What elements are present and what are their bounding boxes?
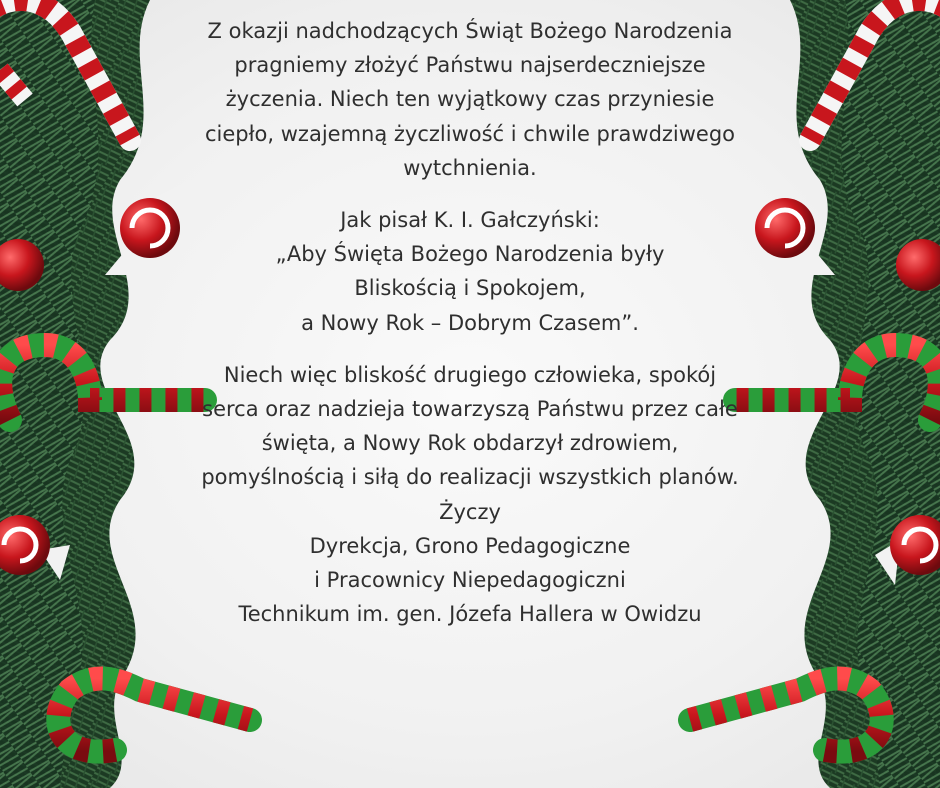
text-line: ciepło, wzajemną życzliwość i chwile prawdziwego <box>204 121 736 146</box>
text-line: życzenia. Niech ten wyjątkowy czas przyniesie <box>225 87 715 112</box>
closing-paragraph <box>170 358 770 632</box>
text-line: „Aby Święta Bożego Narodzenia były <box>275 242 665 267</box>
signature-line: Dyrekcja, Grono Pedagogiczne <box>309 533 631 558</box>
signature-line: Technikum im. gen. Józefa Hallera w Owidzu <box>238 602 702 627</box>
greeting-paragraph-1 <box>170 14 770 185</box>
signature-line: Życzy <box>439 499 501 524</box>
text-line: a Nowy Rok – Dobrym Czasem”. <box>301 310 639 335</box>
signature-line: i Pracownicy Niepedagogiczni <box>314 568 626 593</box>
text-line: Jak pisał K. I. Gałczyński: <box>340 208 600 233</box>
text-line: serca oraz nadzieja towarzyszą Państwu przez całe <box>202 397 738 422</box>
text-line: pomyślnością i siłą do realizacji wszystkich planów. <box>201 465 739 490</box>
greeting-text <box>170 14 770 631</box>
text-line: pragniemy złożyć Państwu najserdeczniejsze <box>234 53 706 78</box>
text-line: Niech więc bliskość drugiego człowieka, spokój <box>223 362 717 387</box>
text-line: wytchnienia. <box>403 155 537 180</box>
text-line: święta, a Nowy Rok obdarzył zdrowiem, <box>261 431 679 456</box>
text-line: Z okazji nadchodzących Świąt Bożego Narodzenia <box>207 19 733 43</box>
quote-paragraph <box>170 203 770 340</box>
text-line: Bliskością i Spokojem, <box>354 276 586 301</box>
